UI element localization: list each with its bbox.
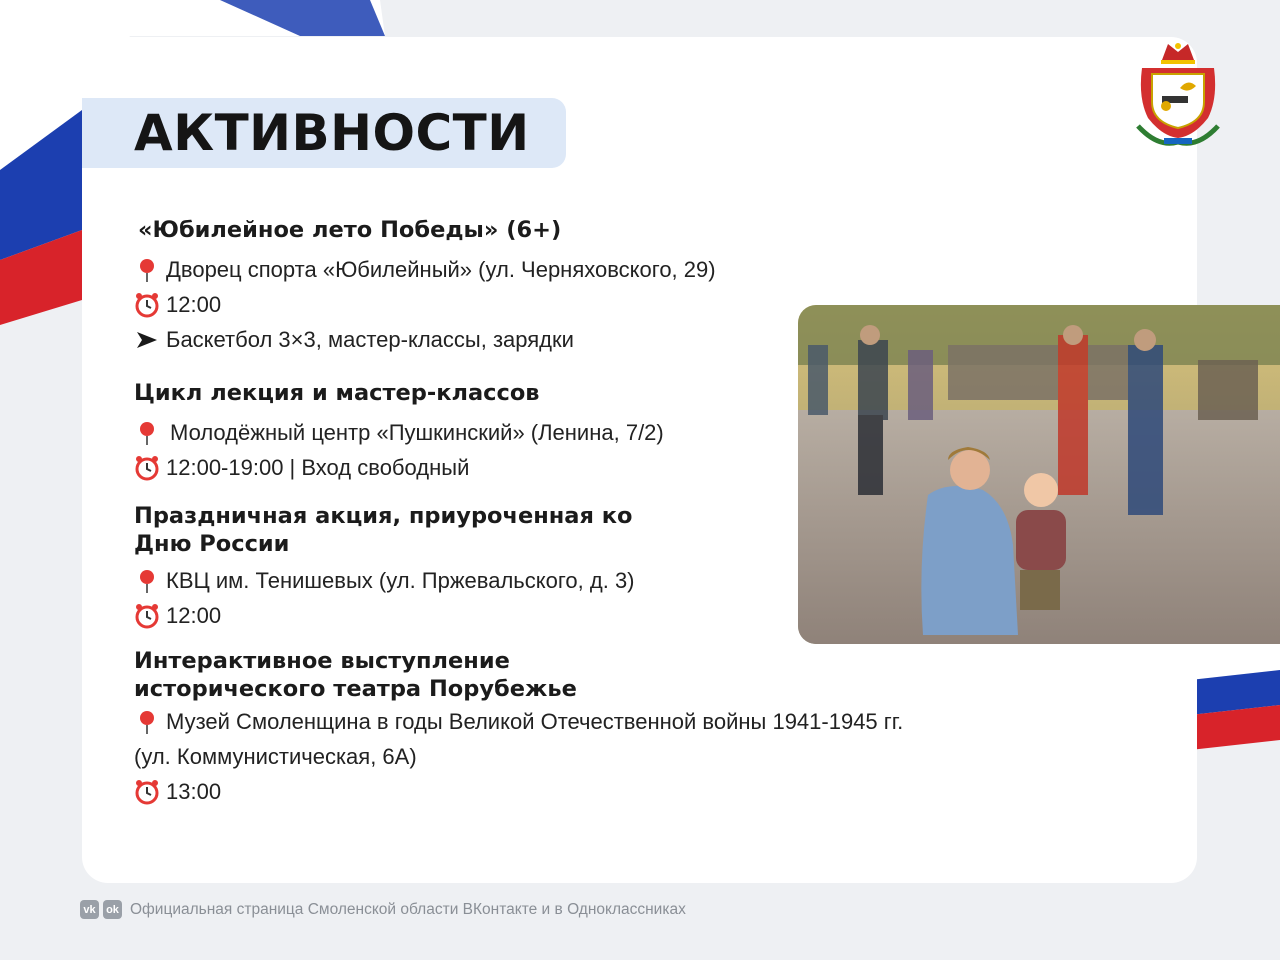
event-title: Цикл лекция и мастер-классов — [134, 380, 540, 406]
event-location-line2: (ул. Коммунистическая, 6А) — [134, 743, 417, 769]
event-time: 13:00 — [134, 774, 903, 809]
event-time: 12:00-19:00 | Вход свободный — [134, 450, 664, 485]
smolensk-coat-of-arms-icon — [1128, 38, 1228, 150]
map-pin-icon — [134, 709, 160, 735]
alarm-clock-icon — [134, 779, 160, 805]
footer-text: Официальная страница Смоленской области ВКонтакте и в Одноклассниках — [130, 900, 686, 918]
arrow-right-icon — [134, 327, 160, 353]
event-1 — [138, 216, 561, 244]
footer — [80, 900, 686, 919]
event-2 — [134, 379, 540, 407]
event-location: КВЦ им. Тенишевых (ул. Пржевальского, д. 3) — [134, 563, 635, 598]
event-time: 12:00 — [134, 287, 716, 322]
event-title-line1: Интерактивное выступление — [134, 648, 510, 674]
page-title: АКТИВНОСТИ — [134, 104, 530, 162]
map-pin-icon — [134, 257, 160, 283]
vk-icon[interactable]: vk — [80, 900, 99, 919]
alarm-clock-icon — [134, 603, 160, 629]
map-pin-icon — [134, 568, 160, 594]
event-title-line1: Праздничная акция, приуроченная ко — [134, 503, 633, 529]
alarm-clock-icon — [134, 455, 160, 481]
event-title: «Юбилейное лето Победы» (6+) — [138, 217, 562, 243]
event-time: 12:00 — [134, 598, 635, 633]
event-1-details — [134, 252, 716, 357]
event-title-line2: Дню России — [134, 531, 290, 557]
event-2-details — [134, 415, 664, 485]
event-3-details — [134, 563, 635, 633]
event-title-line2: исторического театра Порубежье — [134, 676, 577, 702]
event-location: Дворец спорта «Юбилейный» (ул. Черняховского, 29) — [134, 252, 716, 287]
event-location: Музей Смоленщина в годы Великой Отечественной войны 1941-1945 гг. — [134, 704, 903, 739]
event-3 — [134, 502, 633, 558]
odnoklassniki-icon[interactable]: ok — [103, 900, 122, 919]
event-activities: Баскетбол 3×3, мастер-классы, зарядки — [134, 322, 716, 357]
event-4-details — [134, 704, 903, 809]
event-photo — [798, 305, 1280, 644]
map-pin-icon — [134, 420, 160, 446]
alarm-clock-icon — [134, 292, 160, 318]
event-location: Молодёжный центр «Пушкинский» (Ленина, 7/2) — [134, 415, 664, 450]
event-4 — [134, 647, 577, 703]
